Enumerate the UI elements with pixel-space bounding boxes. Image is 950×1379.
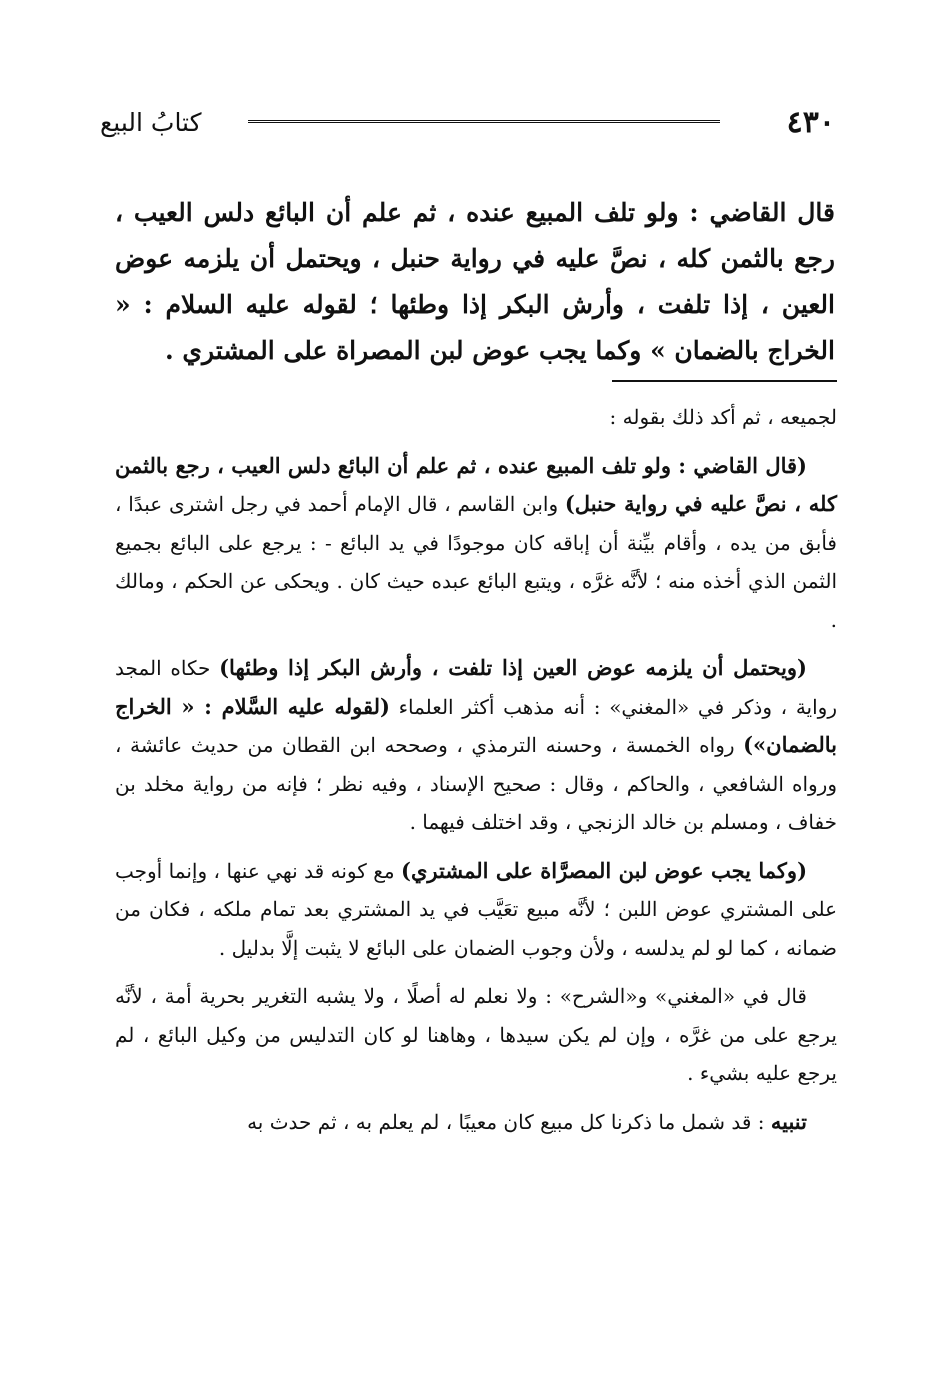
book-title: كتابُ البيع [100, 108, 202, 137]
footnote-separator [612, 380, 837, 382]
commentary-text: رواه الخمسة ، وحسنه الترمذي ، وصححه ابن القطان من حديث عائشة ، ورواه الشافعي ، والحاكم ، وقال : صحيح الإسناد ، وفيه نظر ؛ فإنه من رواية مخلد بن خفاف ، ومسلم بن خالد الزنجي ، وقد اختلف فيهما . [115, 733, 837, 834]
quoted-matn: (لقوله عليه السَّلام : « الخراج بالضمان») [115, 693, 837, 757]
commentary-text: حكاه المجد رواية ، وذكر في «المغني» : أنه مذهب أكثر العلماء [115, 656, 837, 719]
commentary-paragraph-5 [115, 977, 837, 1093]
commentary [115, 398, 837, 1151]
quoted-matn: (وكما يجب عوض لبن المصرَّاة على المشتري) [401, 857, 808, 883]
commentary-text: وابن القاسم ، قال الإمام أحمد في رجل اشترى عبدًا ، فأبق من يده ، وأقام بيِّنة أن إباقه كان موجودًا في يد البائع - : يرجع على البائع بجميع الثمن الذي أخذه منه ؛ لأنَّه غرَّه ، ويتبع البائع عبده حيث كان . ويحكى عن الحكم ، ومالك . [115, 492, 837, 632]
quoted-matn: (قال القاضي : ولو تلف المبيع عنده ، ثم علم أن البائع دلس العيب ، رجع بالثمن كله ، نصَّ عليه في رواية حنبل) [115, 452, 837, 516]
commentary-text: لجميعه ، ثم أكد ذلك بقوله : [609, 405, 837, 429]
commentary-paragraph-2 [115, 447, 837, 640]
page-number: ٤٣٠ [786, 105, 835, 140]
quoted-matn: (ويحتمل أن يلزمه عوض العين إذا تلفت ، وأرش البكر إذا وطئها) [219, 655, 807, 680]
commentary-paragraph-1 [115, 398, 837, 437]
commentary-text: مع كونه قد نهي عنها ، وإنما أوجب على المشتري عوض اللبن ؛ لأنَّه مبيع تعَيَّب في يد المشتري بعد تمام ملكه ، فكان من ضمانه ، كما لو لم يدلسه ، ولأن وجوب الضمان على البائع لا يثبت إلَّا بدليل . [115, 858, 837, 960]
commentary-text: قال في «المغني» و«الشرح» : ولا نعلم له أصلًا ، ولا يشبه التغرير بحرية أمة ، لأنَّه يرجع على من غرَّه ، وإن لم يكن سيدها ، وهاهنا لو كان التدليس من وكيل البائع ، لم يرجع عليه بشيء . [115, 984, 837, 1085]
commentary-paragraph-6 [115, 1103, 837, 1142]
commentary-paragraph-4 [115, 852, 837, 968]
note-label: تنبيه [770, 1108, 807, 1134]
commentary-paragraph-3 [115, 649, 837, 842]
page-header [100, 98, 835, 148]
header-rule [248, 120, 720, 123]
commentary-text: : قد شمل ما ذكرنا كل مبيع كان معيبًا ، لم يعلم به ، ثم حدث به [247, 1109, 771, 1134]
matn-text: قال القاضي : ولو تلف المبيع عنده ، ثم علم أن البائع دلس العيب ، رجع بالثمن كله ، نصَّ عليه في رواية حنبل ، ويحتمل أن يلزمه عوض العين ، إذا تلفت ، وأرش البكر إذا وطئها ؛ لقوله عليه السلام : « الخراج بالضمان » وكما يجب عوض لبن المصراة على المشتري . [115, 198, 835, 365]
